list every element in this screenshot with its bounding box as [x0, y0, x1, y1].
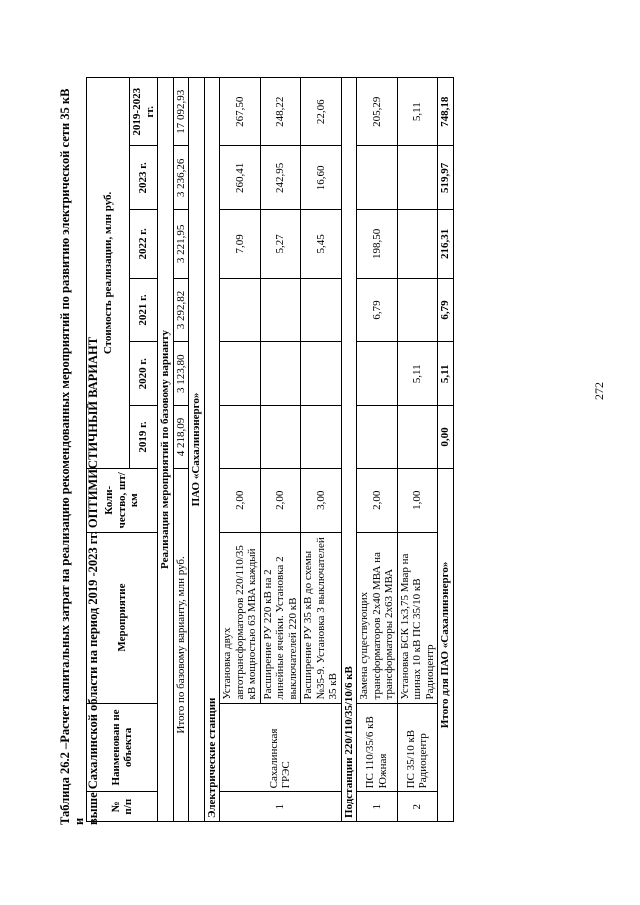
header-object: Наименован не объекта	[87, 703, 158, 792]
caption-line-2: выше Сахалинской области на период 2019 -2023 гг. ОПТИМИСТИЧНЫЙ ВАРИАНТ	[86, 336, 100, 825]
row-value	[397, 406, 438, 469]
row-value	[260, 278, 301, 342]
row-value: 6,79	[357, 278, 398, 342]
row-value	[220, 278, 261, 342]
header-year: 2022 г.	[130, 210, 158, 278]
base-total-label: Итого по базовому варианту, млн руб.	[173, 468, 189, 821]
row-measure: Установка БСК 1х3,75 Мвар на шинах 10 кВ ПС 35/10 кВ Радиоцентр	[397, 532, 438, 703]
page-number: 272	[592, 382, 606, 400]
company-total-value: 216,31	[438, 210, 454, 278]
row-qty: 2,00	[260, 468, 301, 532]
company-title: ПАО «Сахалинэнерго»	[189, 78, 205, 822]
header-measure: Мероприятие	[87, 532, 158, 703]
base-total-value: 3 123,80	[173, 342, 189, 406]
header-cost-group: Стоимость реализации, млн руб.	[87, 78, 130, 469]
header-year: 2023 г.	[130, 146, 158, 210]
row-value: 242,95	[260, 146, 301, 210]
row-value: 7,09	[220, 210, 261, 278]
company-total-value: 748,18	[438, 78, 454, 146]
header-year: 2021 г.	[130, 278, 158, 342]
header-year-total: 2019-2023 гг.	[130, 78, 158, 146]
table-row	[357, 78, 398, 822]
row-qty: 1,00	[397, 468, 438, 532]
row-value	[301, 342, 342, 406]
table-row	[397, 78, 438, 822]
header-year: 2019 г.	[130, 406, 158, 469]
row-measure: Расширение РУ 35 кВ до схемы №35-9. Установка 3 выключателей 35 кВ	[301, 532, 342, 703]
row-object: Сахалинская ГРЭС	[220, 703, 342, 792]
row-value: 5,27	[260, 210, 301, 278]
base-total-value: 17 092,93	[173, 78, 189, 146]
row-value	[397, 278, 438, 342]
base-total-value: 3 236,26	[173, 146, 189, 210]
stations-section-title: Электрические станции	[204, 78, 220, 822]
header-qty: Коли-чество, шт/км	[87, 468, 158, 532]
cost-table	[86, 77, 454, 822]
row-num: 1	[357, 792, 398, 822]
base-total-value: 3 221,95	[173, 210, 189, 278]
row-qty: 3,00	[301, 468, 342, 532]
row-total: 248,22	[260, 78, 301, 146]
row-value	[220, 406, 261, 469]
company-total-label: Итого для ПАО «Сахалинэнерго»	[438, 468, 454, 821]
row-qty: 2,00	[220, 468, 261, 532]
base-total-value: 4 218,09	[173, 406, 189, 469]
substations-section-title: Подстанции 220/110/35/10/6 кВ	[341, 78, 357, 822]
row-measure: Замена существующих трансформаторов 2х40 МВА на трансформаторы 2х63 МВА	[357, 532, 398, 703]
row-total: 5,11	[397, 78, 438, 146]
row-measure: Установка двух автотрансформаторов 220/110/35 кВ мощностью 63 МВА каждый	[220, 532, 261, 703]
row-value	[301, 406, 342, 469]
row-total: 22,06	[301, 78, 342, 146]
row-value	[397, 210, 438, 278]
row-value	[357, 146, 398, 210]
row-value	[397, 146, 438, 210]
row-value: 16,60	[301, 146, 342, 210]
base-total-value: 3 292,82	[173, 278, 189, 342]
row-value: 198,50	[357, 210, 398, 278]
row-value	[220, 342, 261, 406]
row-num: 2	[397, 792, 438, 822]
row-value: 260,41	[220, 146, 261, 210]
header-year: 2020 г.	[130, 342, 158, 406]
row-value: 5,45	[301, 210, 342, 278]
company-total-value: 519,97	[438, 146, 454, 210]
row-value	[357, 342, 398, 406]
row-value: 5,11	[397, 342, 438, 406]
caption-line-1: Таблица 26.2 –Расчет капитальных затрат на реализацию рекомендованных мероприятий по развитию электрической сети 35 кВ и	[58, 88, 86, 825]
company-total-value: 0,00	[438, 406, 454, 469]
row-value	[301, 278, 342, 342]
company-total-value: 6,79	[438, 278, 454, 342]
header-num: № п/п	[87, 792, 158, 822]
row-value	[357, 406, 398, 469]
row-measure: Расширение РУ 220 кВ на 2 линейные ячейки. Установка 2 выключателей 220 кВ	[260, 532, 301, 703]
row-qty: 2,00	[357, 468, 398, 532]
row-total: 205,29	[357, 78, 398, 146]
base-section-title: Реализация мероприятий по базовому варианту	[158, 78, 174, 822]
row-total: 267,50	[220, 78, 261, 146]
row-object: ПС 110/35/6 кВ Южная	[357, 703, 398, 792]
row-value	[260, 406, 301, 469]
row-num: 1	[220, 792, 342, 822]
row-value	[260, 342, 301, 406]
table-row	[220, 78, 261, 822]
row-object: ПС 35/10 кВ Радиоцентр	[397, 703, 438, 792]
company-total-value: 5,11	[438, 342, 454, 406]
